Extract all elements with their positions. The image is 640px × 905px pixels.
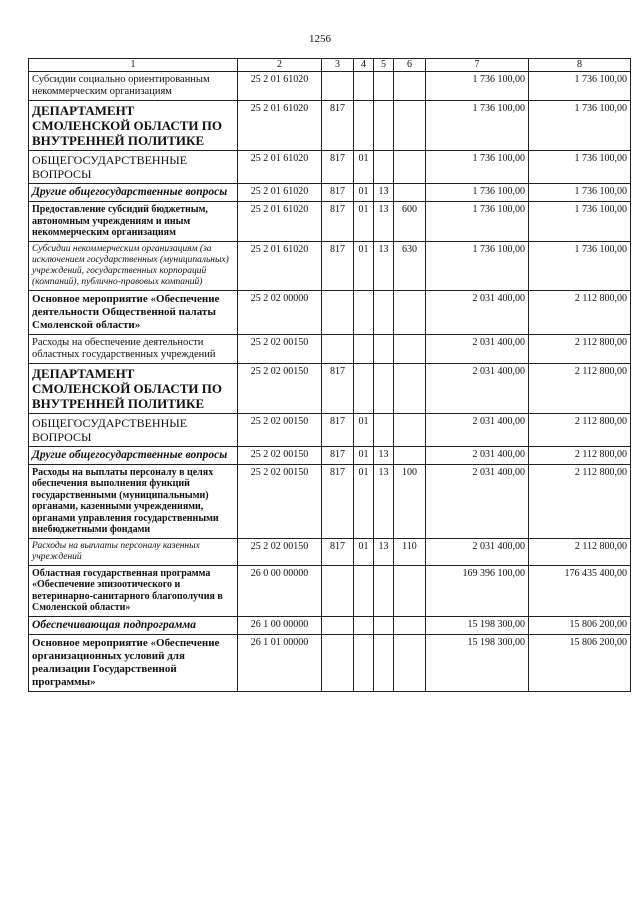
amount-year-1: 2 031 400,00	[426, 334, 529, 363]
amount-year-2: 176 435 400,00	[529, 565, 631, 616]
row-name: ДЕПАРТАМЕНТ СМОЛЕНСКОЙ ОБЛАСТИ ПО ВНУТРЕННЕЙ ПОЛИТИКЕ	[29, 101, 238, 151]
amount-year-1: 1 736 100,00	[426, 72, 529, 101]
row-name: Субсидии социально ориентированным некоммерческим организациям	[29, 72, 238, 101]
amount-year-1: 15 198 300,00	[426, 616, 529, 634]
amount-year-1: 2 031 400,00	[426, 538, 529, 565]
target-code: 26 1 01 00000	[238, 634, 322, 691]
target-code: 25 2 01 61020	[238, 151, 322, 184]
table-row	[29, 565, 631, 616]
department-code: 817	[322, 101, 354, 151]
amount-year-2: 1 736 100,00	[529, 101, 631, 151]
target-code: 25 2 01 61020	[238, 72, 322, 101]
amount-year-1: 169 396 100,00	[426, 565, 529, 616]
expense-type-code: 600	[394, 202, 426, 242]
subsection-code	[374, 413, 394, 446]
amount-year-1: 2 031 400,00	[426, 464, 529, 538]
section-code: 01	[354, 413, 374, 446]
amount-year-1: 2 031 400,00	[426, 413, 529, 446]
table-row	[29, 72, 631, 101]
col-header-4: 4	[354, 59, 374, 72]
department-code	[322, 616, 354, 634]
row-name: Другие общегосударственные вопросы	[29, 184, 238, 202]
target-code: 25 2 02 00150	[238, 464, 322, 538]
subsection-code: 13	[374, 464, 394, 538]
target-code: 25 2 01 61020	[238, 202, 322, 242]
subsection-code	[374, 72, 394, 101]
subsection-code	[374, 334, 394, 363]
expense-type-code: 110	[394, 538, 426, 565]
table-row	[29, 446, 631, 464]
amount-year-1: 2 031 400,00	[426, 290, 529, 334]
expense-type-code	[394, 446, 426, 464]
target-code: 25 2 02 00150	[238, 413, 322, 446]
department-code: 817	[322, 363, 354, 413]
target-code: 25 2 02 00150	[238, 334, 322, 363]
table-row	[29, 634, 631, 691]
amount-year-2: 2 112 800,00	[529, 538, 631, 565]
section-code: 01	[354, 202, 374, 242]
col-header-7: 7	[426, 59, 529, 72]
section-code	[354, 334, 374, 363]
subsection-code	[374, 101, 394, 151]
section-code	[354, 290, 374, 334]
section-code	[354, 634, 374, 691]
expense-type-code	[394, 290, 426, 334]
subsection-code	[374, 363, 394, 413]
row-name: Расходы на выплаты персоналу в целях обеспечения выполнения функций государственными (муниципальными) органами, казенными учреждениями, органами управления государственными внебюджетными фондами	[29, 464, 238, 538]
department-code: 817	[322, 446, 354, 464]
department-code: 817	[322, 413, 354, 446]
amount-year-1: 1 736 100,00	[426, 241, 529, 290]
section-code	[354, 565, 374, 616]
section-code: 01	[354, 151, 374, 184]
amount-year-2: 1 736 100,00	[529, 151, 631, 184]
col-header-8: 8	[529, 59, 631, 72]
amount-year-1: 2 031 400,00	[426, 363, 529, 413]
col-header-3: 3	[322, 59, 354, 72]
table-row	[29, 241, 631, 290]
amount-year-1: 1 736 100,00	[426, 184, 529, 202]
expense-type-code: 630	[394, 241, 426, 290]
expense-type-code	[394, 184, 426, 202]
expense-type-code: 100	[394, 464, 426, 538]
expense-type-code	[394, 363, 426, 413]
subsection-code: 13	[374, 184, 394, 202]
amount-year-2: 15 806 200,00	[529, 634, 631, 691]
target-code: 26 0 00 00000	[238, 565, 322, 616]
amount-year-2: 1 736 100,00	[529, 202, 631, 242]
amount-year-2: 2 112 800,00	[529, 334, 631, 363]
row-name: Расходы на выплаты персоналу казенных учреждений	[29, 538, 238, 565]
row-name: Основное мероприятие «Обеспечение деятельности Общественной палаты Смоленской области»	[29, 290, 238, 334]
amount-year-1: 15 198 300,00	[426, 634, 529, 691]
section-code	[354, 101, 374, 151]
amount-year-2: 2 112 800,00	[529, 464, 631, 538]
section-code	[354, 72, 374, 101]
expense-type-code	[394, 565, 426, 616]
amount-year-2: 1 736 100,00	[529, 184, 631, 202]
section-code: 01	[354, 241, 374, 290]
row-name: ДЕПАРТАМЕНТ СМОЛЕНСКОЙ ОБЛАСТИ ПО ВНУТРЕННЕЙ ПОЛИТИКЕ	[29, 363, 238, 413]
budget-table	[28, 58, 631, 692]
department-code: 817	[322, 202, 354, 242]
subsection-code	[374, 151, 394, 184]
amount-year-2: 2 112 800,00	[529, 363, 631, 413]
expense-type-code	[394, 151, 426, 184]
amount-year-2: 1 736 100,00	[529, 241, 631, 290]
expense-type-code	[394, 413, 426, 446]
table-row	[29, 202, 631, 242]
table-row	[29, 538, 631, 565]
subsection-code	[374, 616, 394, 634]
amount-year-2: 15 806 200,00	[529, 616, 631, 634]
col-header-6: 6	[394, 59, 426, 72]
target-code: 25 2 02 00150	[238, 538, 322, 565]
col-header-2: 2	[238, 59, 322, 72]
amount-year-2: 2 112 800,00	[529, 290, 631, 334]
expense-type-code	[394, 72, 426, 101]
subsection-code: 13	[374, 202, 394, 242]
expense-type-code	[394, 101, 426, 151]
section-code: 01	[354, 538, 374, 565]
amount-year-2: 2 112 800,00	[529, 446, 631, 464]
row-name: ОБЩЕГОСУДАРСТВЕННЫЕ ВОПРОСЫ	[29, 151, 238, 184]
table-row	[29, 363, 631, 413]
section-code	[354, 363, 374, 413]
page-number: 1256	[309, 33, 331, 45]
table-row	[29, 616, 631, 634]
amount-year-2: 1 736 100,00	[529, 72, 631, 101]
section-code: 01	[354, 464, 374, 538]
table-row	[29, 290, 631, 334]
col-header-1: 1	[29, 59, 238, 72]
subsection-code	[374, 290, 394, 334]
row-name: Расходы на обеспечение деятельности областных государственных учреждений	[29, 334, 238, 363]
department-code: 817	[322, 464, 354, 538]
subsection-code: 13	[374, 538, 394, 565]
amount-year-1: 1 736 100,00	[426, 101, 529, 151]
subsection-code	[374, 565, 394, 616]
table-body	[29, 72, 631, 692]
subsection-code	[374, 634, 394, 691]
row-name: ОБЩЕГОСУДАРСТВЕННЫЕ ВОПРОСЫ	[29, 413, 238, 446]
subsection-code: 13	[374, 446, 394, 464]
row-name: Областная государственная программа «Обеспечение эпизоотического и ветеринарно-санитарного благополучия в Смоленской области»	[29, 565, 238, 616]
row-name: Другие общегосударственные вопросы	[29, 446, 238, 464]
section-code: 01	[354, 446, 374, 464]
row-name: Обеспечивающая подпрограмма	[29, 616, 238, 634]
amount-year-1: 1 736 100,00	[426, 202, 529, 242]
department-code	[322, 634, 354, 691]
target-code: 25 2 01 61020	[238, 101, 322, 151]
subsection-code: 13	[374, 241, 394, 290]
department-code	[322, 72, 354, 101]
row-name: Субсидии некоммерческим организациям (за исключением государственных (муниципальных) учреждений, государственных корпораций (компаний), публично-правовых компаний)	[29, 241, 238, 290]
target-code: 25 2 02 00150	[238, 363, 322, 413]
section-code	[354, 616, 374, 634]
row-name: Предоставление субсидий бюджетным, автономным учреждениям и иным некоммерческим организациям	[29, 202, 238, 242]
target-code: 26 1 00 00000	[238, 616, 322, 634]
department-code	[322, 290, 354, 334]
department-code: 817	[322, 184, 354, 202]
department-code	[322, 334, 354, 363]
amount-year-1: 2 031 400,00	[426, 446, 529, 464]
target-code: 25 2 02 00000	[238, 290, 322, 334]
target-code: 25 2 01 61020	[238, 241, 322, 290]
expense-type-code	[394, 616, 426, 634]
table-row	[29, 101, 631, 151]
department-code: 817	[322, 151, 354, 184]
table-row	[29, 334, 631, 363]
section-code: 01	[354, 184, 374, 202]
target-code: 25 2 01 61020	[238, 184, 322, 202]
row-name: Основное мероприятие «Обеспечение организационных условий для реализации Государственной программы»	[29, 634, 238, 691]
department-code: 817	[322, 241, 354, 290]
amount-year-2: 2 112 800,00	[529, 413, 631, 446]
column-number-row	[29, 59, 631, 72]
department-code	[322, 565, 354, 616]
amount-year-1: 1 736 100,00	[426, 151, 529, 184]
table-row	[29, 184, 631, 202]
table-row	[29, 413, 631, 446]
expense-type-code	[394, 634, 426, 691]
table-row	[29, 464, 631, 538]
table-row	[29, 151, 631, 184]
target-code: 25 2 02 00150	[238, 446, 322, 464]
department-code: 817	[322, 538, 354, 565]
expense-type-code	[394, 334, 426, 363]
col-header-5: 5	[374, 59, 394, 72]
